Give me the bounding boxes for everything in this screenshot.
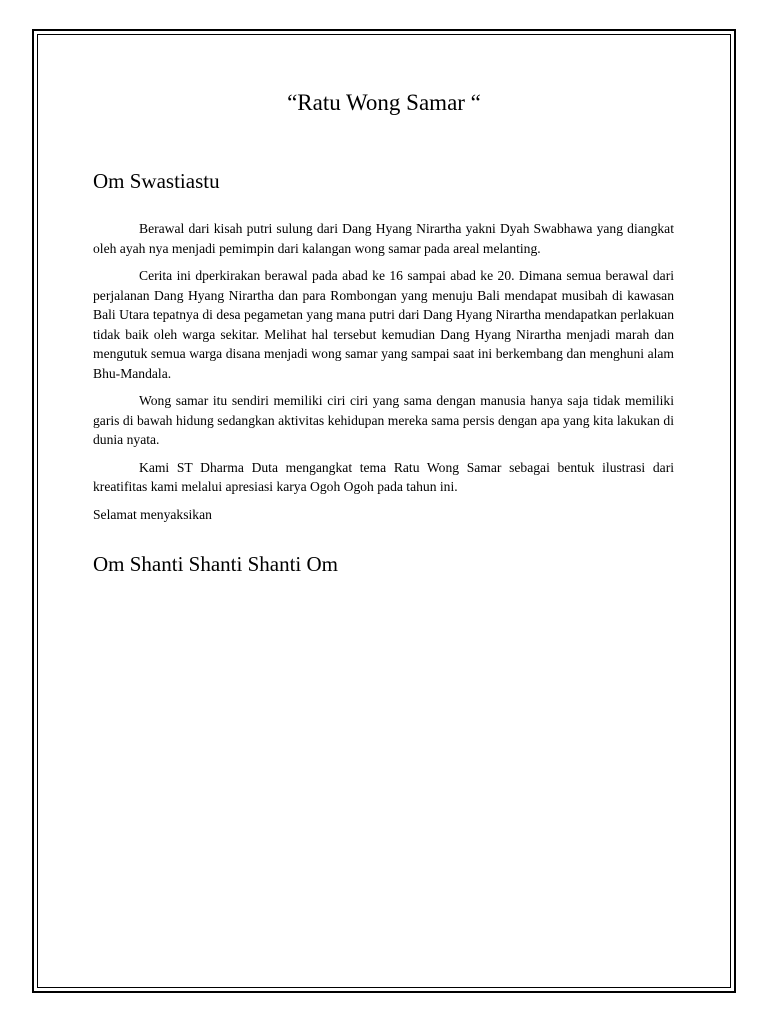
- sign-off: Selamat menyaksikan: [93, 506, 212, 522]
- closing-heading: Om Shanti Shanti Shanti Om: [93, 552, 339, 576]
- document-title: “Ratu Wong Samar “: [287, 90, 481, 115]
- paragraph-2: Cerita ini dperkirakan berawal pada abad ke 16 sampai abad ke 20. Dimana semua berawal dari perjalanan Dang Hyang Nirartha dan para Rombongan yang menuju Bali mendapat musibah di kawasan Bali Utara tepatnya di desa pegametan yang mana putri dari Dang Hyang Nirartha mendapatkan perlakuan tidak baik oleh warga sekitar. Melihat hal tersebut kemudian Dang Hyang Nirartha menjadi marah dan mengutuk semua warga disana menjadi wong samar yang sampai saat ini berkembang dan menghuni alam Bhu-Mandala.: [93, 268, 674, 381]
- body-text: [93, 219, 674, 532]
- paragraph-1: Berawal dari kisah putri sulung dari Dang Hyang Nirartha yakni Dyah Swabhawa yang diangkat oleh ayah nya menjadi pemimpin dari kalangan wong samar pada areal melanting.: [93, 221, 674, 256]
- paragraph-4: Kami ST Dharma Duta mengangkat tema Ratu Wong Samar sebagai bentuk ilustrasi dari kreatifitas kami melalui apresiasi karya Ogoh Ogoh pada tahun ini.: [93, 459, 674, 494]
- greeting-heading: Om Swastiastu: [93, 169, 220, 193]
- paragraph-3: Wong samar itu sendiri memiliki ciri ciri yang sama dengan manusia hanya saja tidak memiliki garis di bawah hidung sedangkan aktivitas kehidupan mereka sama persis dengan apa yang kita lakukan di dunia nyata.: [93, 393, 674, 447]
